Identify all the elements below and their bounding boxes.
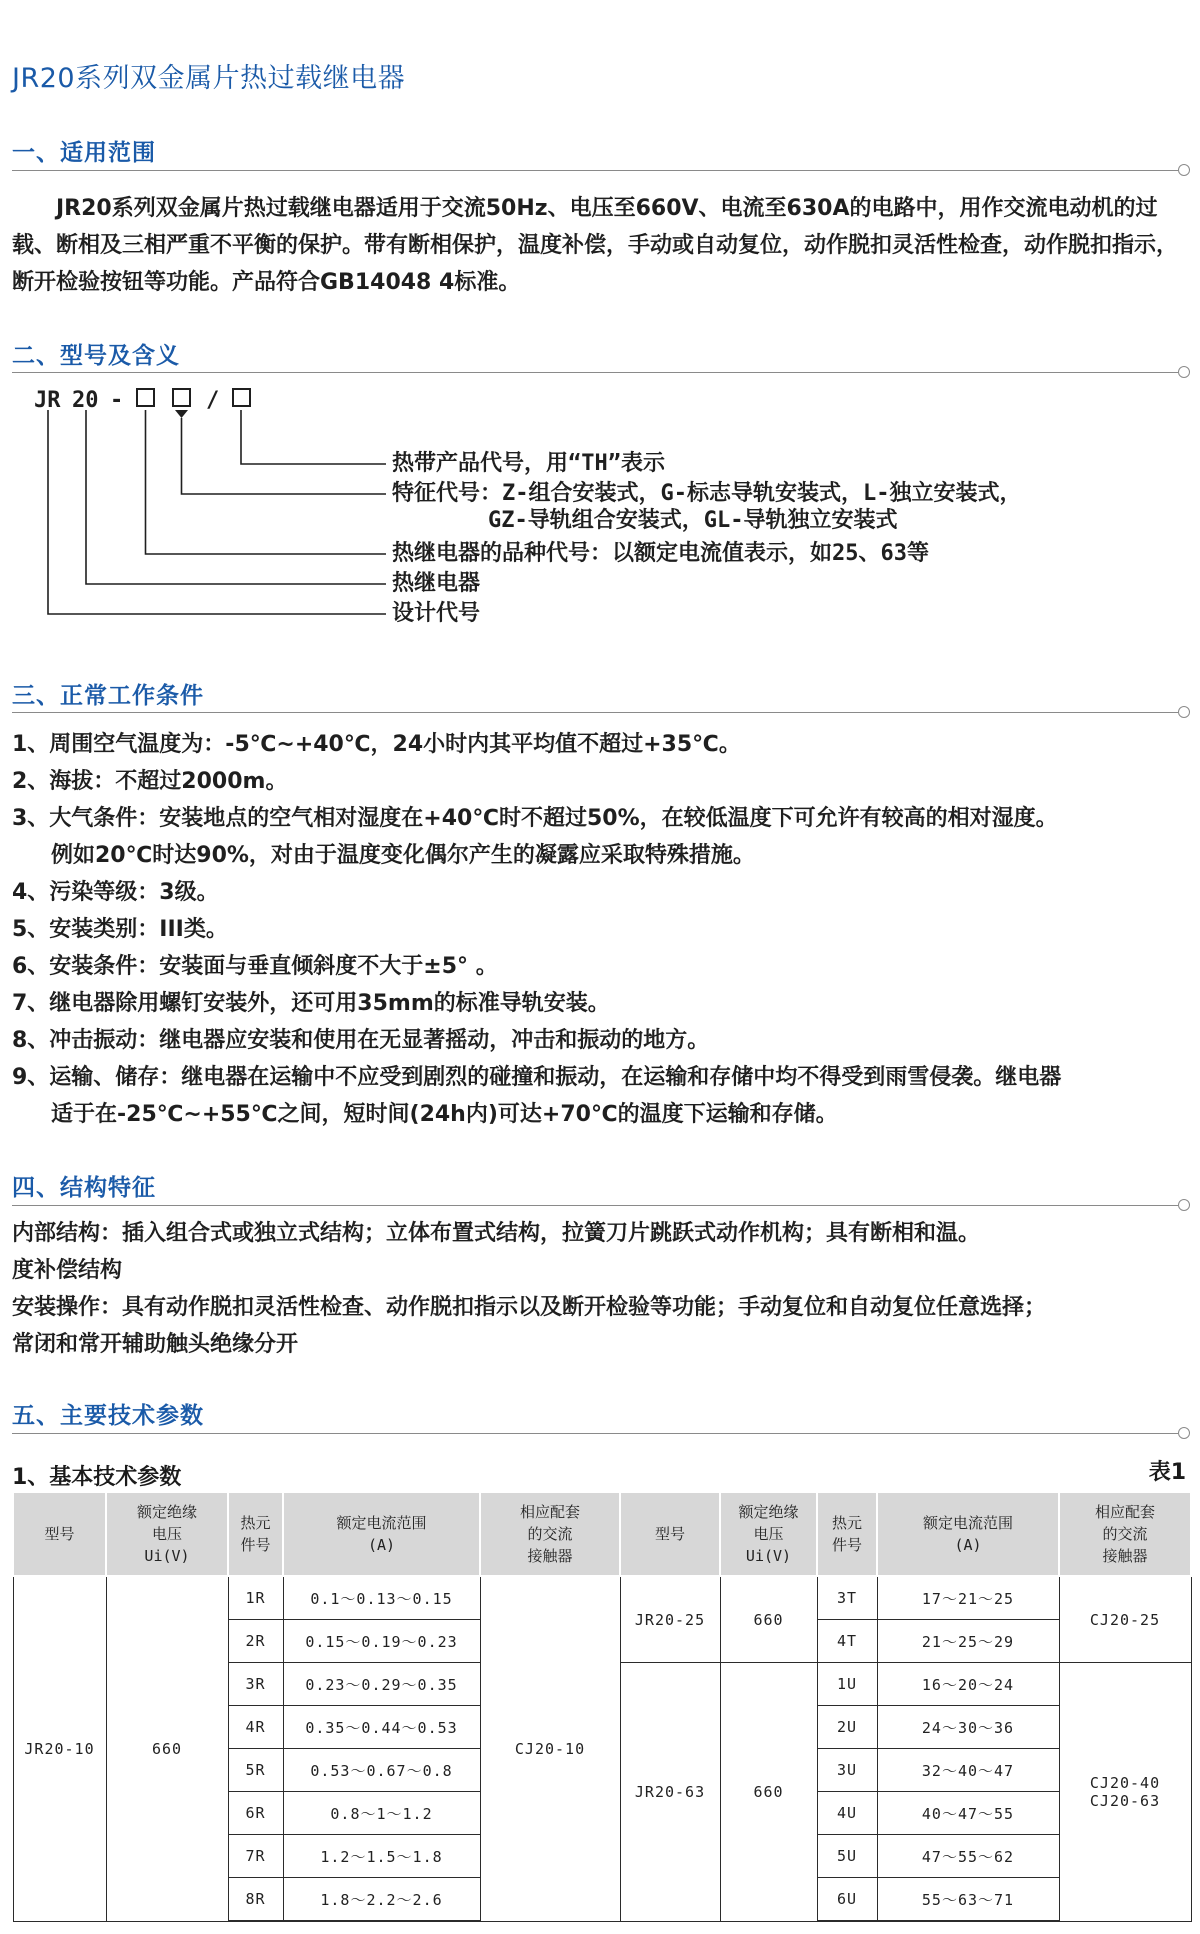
cell-element: 4T — [817, 1620, 877, 1663]
header-contactor: 相应配套 的交流 接触器 — [480, 1492, 620, 1576]
section-heading-parameters: 五、主要技术参数 — [12, 1403, 204, 1429]
legend-feature-code: 特征代号：Z-组合安装式，G-标志导轨安装式，L-独立安装式， — [392, 481, 1022, 506]
divider-end-circle — [1178, 1427, 1190, 1439]
list-item: 2、海拔：不超过2000m。 — [12, 769, 288, 794]
model-code-box-current — [137, 389, 154, 406]
cell-element: 5R — [228, 1749, 283, 1792]
cell-element: 6R — [228, 1792, 283, 1835]
model-code-prefix: JR — [34, 388, 61, 413]
table-row — [13, 1576, 1191, 1620]
cell-contactor: CJ20-10 — [480, 1576, 620, 1921]
cell-voltage: 660 — [106, 1576, 228, 1921]
cell-element: 5U — [817, 1835, 877, 1878]
subheading-basic-params: 1、基本技术参数 — [12, 1465, 182, 1490]
legend-variety-code: 热继电器的品种代号：以额定电流值表示，如25、63等 — [392, 541, 929, 566]
table-number: 表1 — [1148, 1460, 1186, 1485]
leader-line-feature — [182, 418, 387, 494]
cell-element: 3U — [817, 1749, 877, 1792]
section-divider — [12, 1205, 1178, 1206]
divider-end-circle — [1178, 1199, 1190, 1211]
section-heading-conditions: 三、正常工作条件 — [12, 683, 204, 709]
cell-range: 1.8～2.2～2.6 — [283, 1878, 480, 1922]
cell-range: 55～63～71 — [877, 1878, 1059, 1922]
structure-line: 度补偿结构 — [12, 1258, 123, 1283]
cell-element: 4R — [228, 1706, 283, 1749]
cell-model: JR20-10 — [13, 1576, 106, 1921]
divider-end-circle — [1178, 164, 1190, 176]
cell-element: 8R — [228, 1878, 283, 1922]
structure-text — [12, 1215, 1188, 1363]
cell-element: 2R — [228, 1620, 283, 1663]
divider-end-circle — [1178, 366, 1190, 378]
legend-feature-code-cont: GZ-导轨组合安装式，GL-导轨独立安装式 — [488, 508, 898, 533]
cell-range: 0.8～1～1.2 — [283, 1792, 480, 1835]
header-current: 额定电流范围 (A) — [877, 1492, 1059, 1576]
structure-line: 常闭和常开辅助触头绝缘分开 — [12, 1332, 299, 1357]
cell-range: 40～47～55 — [877, 1792, 1059, 1835]
cell-range: 16～20～24 — [877, 1663, 1059, 1706]
cell-element: 6U — [817, 1878, 877, 1922]
header-model: 型号 — [13, 1492, 106, 1576]
cell-voltage: 660 — [720, 1663, 817, 1922]
section-divider — [12, 372, 1178, 373]
cell-range: 32～40～47 — [877, 1749, 1059, 1792]
cell-range: 0.35～0.44～0.53 — [283, 1706, 480, 1749]
header-element: 热元 件号 — [228, 1492, 283, 1576]
cell-element: 3R — [228, 1663, 283, 1706]
structure-line: 内部结构：插入组合式或独立式结构；立体布置式结构，拉簧刀片跳跃式动作机构；具有断相和温。 — [12, 1221, 981, 1246]
cell-voltage: 660 — [720, 1576, 817, 1663]
model-code-box-feature — [173, 389, 190, 406]
list-item: 4、污染等级：3级。 — [12, 880, 219, 905]
model-code-slash: / — [206, 388, 220, 413]
cell-element: 4U — [817, 1792, 877, 1835]
header-current: 额定电流范围 (A) — [283, 1492, 480, 1576]
leader-line-th — [241, 410, 386, 464]
cell-model: JR20-25 — [620, 1576, 720, 1663]
cell-element: 1U — [817, 1663, 877, 1706]
cell-range: 21～25～29 — [877, 1620, 1059, 1663]
cell-range: 0.23～0.29～0.35 — [283, 1663, 480, 1706]
arrow-marker — [175, 410, 188, 418]
list-item: 6、安装条件：安装面与垂直倾斜度不大于±5° 。 — [12, 954, 498, 979]
header-contactor: 相应配套 的交流 接触器 — [1059, 1492, 1191, 1576]
cell-contactor: CJ20-25 — [1059, 1576, 1191, 1663]
leader-line-relay — [86, 410, 386, 584]
model-code-number: 20 — [72, 388, 99, 413]
legend-th-code: 热带产品代号，用“TH”表示 — [392, 451, 665, 476]
divider-end-circle — [1178, 706, 1190, 718]
cell-range: 0.53～0.67～0.8 — [283, 1749, 480, 1792]
section-divider — [12, 170, 1178, 171]
structure-line: 安装操作：具有动作脱扣灵活性检查、动作脱扣指示以及断开检验等功能；手动复位和自动复位任意选择； — [12, 1295, 1047, 1320]
list-item: 1、周围空气温度为：-5℃~+40℃，24小时内其平均值不超过+35℃。 — [12, 732, 741, 757]
model-code-dash: - — [110, 388, 124, 413]
cell-contactor: CJ20-40 CJ20-63 — [1059, 1663, 1191, 1922]
list-item: 3、大气条件：安装地点的空气相对湿度在+40℃时不超过50%，在较低温度下可允许有较高的相对湿度。 例如20℃时达90%，对由于温度变化偶尔产生的凝露应采取特殊措施。 — [12, 806, 1058, 868]
legend-relay: 热继电器 — [392, 571, 481, 596]
table-header-row — [13, 1492, 1191, 1576]
page-title: JR20系列双金属片热过载继电器 — [12, 63, 406, 94]
section-heading-model: 二、型号及含义 — [12, 343, 180, 369]
cell-range: 47～55～62 — [877, 1835, 1059, 1878]
cell-range: 0.15～0.19～0.23 — [283, 1620, 480, 1663]
cell-element: 1R — [228, 1576, 283, 1620]
list-item: 8、冲击振动：继电器应安装和使用在无显著摇动，冲击和振动的地方。 — [12, 1028, 710, 1053]
cell-range: 24～30～36 — [877, 1706, 1059, 1749]
scope-paragraph: JR20系列双金属片热过载继电器适用于交流50Hz、电压至660V、电流至630A的电路中，用作交流电动机的过载、断相及三相严重不平衡的保护。带有断相保护，温度补偿，手动或自动复位，动作脱扣灵活性检查，动作脱扣指示，断开检验按钮等功能。产品符合GB14048 4标准。 — [12, 196, 1179, 295]
section-divider — [12, 712, 1178, 713]
cell-range: 17～21～25 — [877, 1576, 1059, 1620]
header-model: 型号 — [620, 1492, 720, 1576]
model-code-box-th — [233, 389, 250, 406]
conditions-list — [12, 726, 1192, 1133]
cell-range: 0.1～0.13～0.15 — [283, 1576, 480, 1620]
legend-design-code: 设计代号 — [392, 601, 481, 626]
cell-element: 2U — [817, 1706, 877, 1749]
cell-element: 7R — [228, 1835, 283, 1878]
list-item: 5、安装类别：III类。 — [12, 917, 228, 942]
section-divider — [12, 1433, 1178, 1434]
section-heading-scope: 一、适用范围 — [12, 140, 156, 166]
list-item: 7、继电器除用螺钉安装外，还可用35mm的标准导轨安装。 — [12, 991, 610, 1016]
section-heading-structure: 四、结构特征 — [12, 1175, 156, 1201]
header-voltage: 额定绝缘 电压 Ui(V) — [720, 1492, 817, 1576]
parameters-table — [12, 1491, 1192, 1922]
cell-model: JR20-63 — [620, 1663, 720, 1922]
header-voltage: 额定绝缘 电压 Ui(V) — [106, 1492, 228, 1576]
header-element: 热元 件号 — [817, 1492, 877, 1576]
cell-range: 1.2～1.5～1.8 — [283, 1835, 480, 1878]
model-code-diagram — [0, 380, 1200, 640]
list-item: 9、运输、储存：继电器在运输中不应受到剧烈的碰撞和振动，在运输和存储中均不得受到雨雪侵袭。继电器 适于在-25℃~+55℃之间，短时间(24h内)可达+70℃的温度下运输和存储。 — [12, 1065, 1062, 1127]
cell-element: 3T — [817, 1576, 877, 1620]
